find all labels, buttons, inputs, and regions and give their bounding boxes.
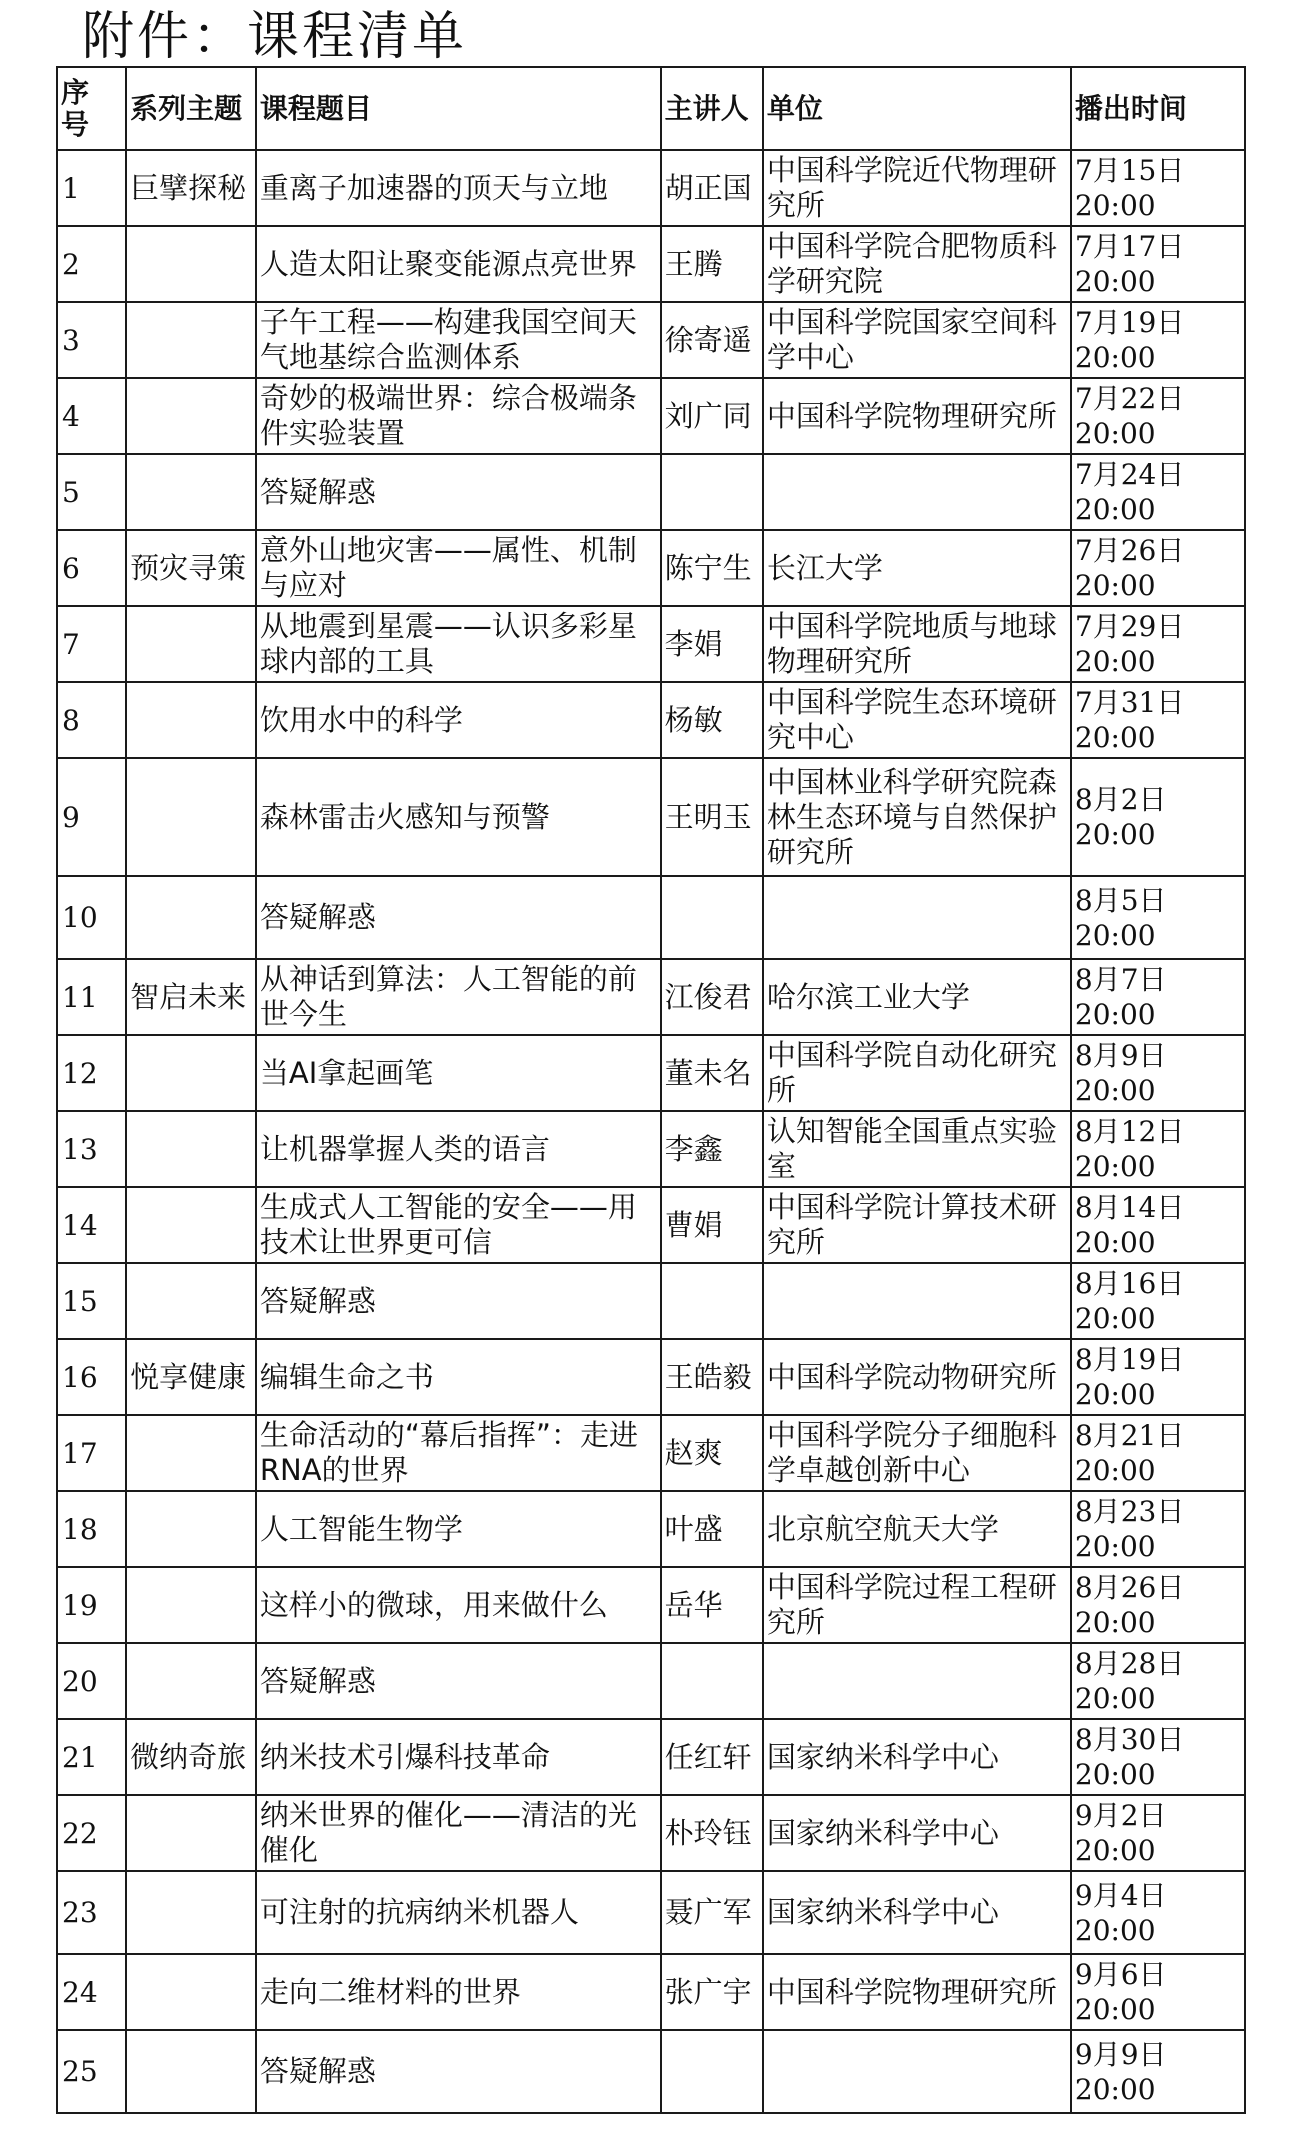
cell-series xyxy=(126,682,256,758)
cell-num: 15 xyxy=(57,1263,126,1339)
cell-time: 7月26日20:00 xyxy=(1071,530,1245,606)
cell-unit: 中国科学院过程工程研究所 xyxy=(763,1567,1071,1643)
cell-speaker: 朴玲钰 xyxy=(661,1795,763,1871)
table-row xyxy=(57,1643,1245,1719)
cell-speaker: 李娟 xyxy=(661,606,763,682)
cell-series xyxy=(126,1263,256,1339)
cell-num: 24 xyxy=(57,1954,126,2030)
cell-unit: 中国科学院计算技术研究所 xyxy=(763,1187,1071,1263)
header-course: 课程题目 xyxy=(256,67,661,150)
cell-course: 编辑生命之书 xyxy=(256,1339,661,1415)
cell-series xyxy=(126,1954,256,2030)
cell-series xyxy=(126,1491,256,1567)
table-row xyxy=(57,1263,1245,1339)
cell-course: 可注射的抗病纳米机器人 xyxy=(256,1871,661,1954)
cell-series xyxy=(126,2030,256,2113)
cell-speaker: 任红轩 xyxy=(661,1719,763,1795)
cell-time: 8月30日20:00 xyxy=(1071,1719,1245,1795)
cell-course: 生命活动的“幕后指挥”：走进RNA的世界 xyxy=(256,1415,661,1491)
cell-speaker: 王腾 xyxy=(661,226,763,302)
cell-series xyxy=(126,1035,256,1111)
cell-time: 7月29日20:00 xyxy=(1071,606,1245,682)
cell-course: 意外山地灾害——属性、机制与应对 xyxy=(256,530,661,606)
cell-course: 答疑解惑 xyxy=(256,876,661,959)
cell-course: 这样小的微球，用来做什么 xyxy=(256,1567,661,1643)
cell-num: 10 xyxy=(57,876,126,959)
cell-unit: 哈尔滨工业大学 xyxy=(763,959,1071,1035)
table-row xyxy=(57,1871,1245,1954)
cell-time: 7月17日20:00 xyxy=(1071,226,1245,302)
cell-unit xyxy=(763,2030,1071,2113)
cell-unit xyxy=(763,1643,1071,1719)
cell-time: 8月9日20:00 xyxy=(1071,1035,1245,1111)
table-row xyxy=(57,302,1245,378)
table-row xyxy=(57,1954,1245,2030)
cell-course: 答疑解惑 xyxy=(256,2030,661,2113)
cell-num: 1 xyxy=(57,150,126,226)
table-row xyxy=(57,682,1245,758)
cell-unit: 北京航空航天大学 xyxy=(763,1491,1071,1567)
cell-series xyxy=(126,1871,256,1954)
cell-course: 纳米技术引爆科技革命 xyxy=(256,1719,661,1795)
cell-course: 人工智能生物学 xyxy=(256,1491,661,1567)
cell-speaker: 张广宇 xyxy=(661,1954,763,2030)
cell-num: 17 xyxy=(57,1415,126,1491)
table-row xyxy=(57,378,1245,454)
cell-unit xyxy=(763,1263,1071,1339)
cell-series: 智启未来 xyxy=(126,959,256,1035)
cell-num: 18 xyxy=(57,1491,126,1567)
cell-series xyxy=(126,606,256,682)
table-row xyxy=(57,1111,1245,1187)
cell-unit: 中国科学院生态环境研究中心 xyxy=(763,682,1071,758)
cell-unit: 中国科学院动物研究所 xyxy=(763,1339,1071,1415)
cell-course: 让机器掌握人类的语言 xyxy=(256,1111,661,1187)
cell-course: 当AI拿起画笔 xyxy=(256,1035,661,1111)
cell-num: 20 xyxy=(57,1643,126,1719)
cell-num: 13 xyxy=(57,1111,126,1187)
cell-series xyxy=(126,378,256,454)
cell-series xyxy=(126,302,256,378)
cell-course: 人造太阳让聚变能源点亮世界 xyxy=(256,226,661,302)
cell-series: 微纳奇旅 xyxy=(126,1719,256,1795)
cell-unit: 中国科学院分子细胞科学卓越创新中心 xyxy=(763,1415,1071,1491)
table-row xyxy=(57,530,1245,606)
cell-num: 16 xyxy=(57,1339,126,1415)
cell-speaker: 聂广军 xyxy=(661,1871,763,1954)
table-row xyxy=(57,1035,1245,1111)
cell-course: 走向二维材料的世界 xyxy=(256,1954,661,2030)
cell-speaker: 江俊君 xyxy=(661,959,763,1035)
cell-speaker: 李鑫 xyxy=(661,1111,763,1187)
cell-unit: 中国林业科学研究院森林生态环境与自然保护研究所 xyxy=(763,758,1071,876)
cell-time: 8月2日20:00 xyxy=(1071,758,1245,876)
cell-time: 8月19日20:00 xyxy=(1071,1339,1245,1415)
cell-speaker: 陈宁生 xyxy=(661,530,763,606)
cell-num: 2 xyxy=(57,226,126,302)
table-row xyxy=(57,606,1245,682)
table-row xyxy=(57,758,1245,876)
cell-series xyxy=(126,758,256,876)
cell-num: 19 xyxy=(57,1567,126,1643)
cell-speaker xyxy=(661,1643,763,1719)
table-row xyxy=(57,2030,1245,2113)
cell-speaker: 叶盛 xyxy=(661,1491,763,1567)
cell-speaker: 赵爽 xyxy=(661,1415,763,1491)
cell-time: 9月9日20:00 xyxy=(1071,2030,1245,2113)
cell-course: 奇妙的极端世界：综合极端条件实验装置 xyxy=(256,378,661,454)
table-header-row xyxy=(57,67,1245,150)
header-num: 序号 xyxy=(57,67,126,150)
cell-time: 8月7日20:00 xyxy=(1071,959,1245,1035)
cell-series xyxy=(126,876,256,959)
cell-course: 生成式人工智能的安全——用技术让世界更可信 xyxy=(256,1187,661,1263)
cell-speaker: 王皓毅 xyxy=(661,1339,763,1415)
table-row xyxy=(57,1795,1245,1871)
cell-speaker: 胡正国 xyxy=(661,150,763,226)
cell-time: 8月5日20:00 xyxy=(1071,876,1245,959)
table-row xyxy=(57,959,1245,1035)
cell-course: 从神话到算法：人工智能的前世今生 xyxy=(256,959,661,1035)
cell-time: 8月28日20:00 xyxy=(1071,1643,1245,1719)
cell-unit: 认知智能全国重点实验室 xyxy=(763,1111,1071,1187)
cell-time: 7月22日20:00 xyxy=(1071,378,1245,454)
cell-series xyxy=(126,1187,256,1263)
cell-unit: 中国科学院近代物理研究所 xyxy=(763,150,1071,226)
cell-series xyxy=(126,1415,256,1491)
cell-speaker: 王明玉 xyxy=(661,758,763,876)
cell-time: 7月31日20:00 xyxy=(1071,682,1245,758)
cell-num: 8 xyxy=(57,682,126,758)
cell-time: 7月15日20:00 xyxy=(1071,150,1245,226)
cell-speaker xyxy=(661,2030,763,2113)
cell-time: 8月26日20:00 xyxy=(1071,1567,1245,1643)
cell-course: 答疑解惑 xyxy=(256,454,661,530)
cell-speaker: 刘广同 xyxy=(661,378,763,454)
page-title: 附件：课程清单 xyxy=(82,7,468,67)
cell-num: 21 xyxy=(57,1719,126,1795)
table-row xyxy=(57,876,1245,959)
table-row xyxy=(57,1491,1245,1567)
cell-num: 25 xyxy=(57,2030,126,2113)
cell-num: 22 xyxy=(57,1795,126,1871)
cell-num: 14 xyxy=(57,1187,126,1263)
cell-num: 23 xyxy=(57,1871,126,1954)
cell-time: 9月6日20:00 xyxy=(1071,1954,1245,2030)
cell-num: 3 xyxy=(57,302,126,378)
cell-course: 重离子加速器的顶天与立地 xyxy=(256,150,661,226)
cell-num: 9 xyxy=(57,758,126,876)
cell-unit: 国家纳米科学中心 xyxy=(763,1795,1071,1871)
cell-time: 8月16日20:00 xyxy=(1071,1263,1245,1339)
cell-unit: 中国科学院地质与地球物理研究所 xyxy=(763,606,1071,682)
cell-unit xyxy=(763,454,1071,530)
cell-unit: 国家纳米科学中心 xyxy=(763,1719,1071,1795)
header-speaker: 主讲人 xyxy=(661,67,763,150)
cell-time: 8月23日20:00 xyxy=(1071,1491,1245,1567)
cell-time: 7月24日20:00 xyxy=(1071,454,1245,530)
cell-course: 子午工程——构建我国空间天气地基综合监测体系 xyxy=(256,302,661,378)
cell-series xyxy=(126,1111,256,1187)
table-row xyxy=(57,1187,1245,1263)
cell-num: 7 xyxy=(57,606,126,682)
cell-speaker: 董未名 xyxy=(661,1035,763,1111)
table-row xyxy=(57,1339,1245,1415)
cell-num: 5 xyxy=(57,454,126,530)
cell-course: 森林雷击火感知与预警 xyxy=(256,758,661,876)
table-row xyxy=(57,226,1245,302)
header-time: 播出时间 xyxy=(1071,67,1245,150)
cell-unit: 国家纳米科学中心 xyxy=(763,1871,1071,1954)
cell-series xyxy=(126,1643,256,1719)
table-row xyxy=(57,1415,1245,1491)
course-rows xyxy=(57,150,1245,2113)
cell-series xyxy=(126,1567,256,1643)
cell-unit: 中国科学院物理研究所 xyxy=(763,1954,1071,2030)
cell-speaker xyxy=(661,1263,763,1339)
cell-time: 9月2日20:00 xyxy=(1071,1795,1245,1871)
cell-series: 悦享健康 xyxy=(126,1339,256,1415)
cell-unit: 中国科学院国家空间科学中心 xyxy=(763,302,1071,378)
cell-num: 6 xyxy=(57,530,126,606)
cell-num: 4 xyxy=(57,378,126,454)
cell-series: 巨擘探秘 xyxy=(126,150,256,226)
cell-time: 8月12日20:00 xyxy=(1071,1111,1245,1187)
cell-unit: 中国科学院合肥物质科学研究院 xyxy=(763,226,1071,302)
cell-num: 11 xyxy=(57,959,126,1035)
cell-speaker xyxy=(661,876,763,959)
header-series: 系列主题 xyxy=(126,67,256,150)
cell-unit: 长江大学 xyxy=(763,530,1071,606)
cell-course: 纳米世界的催化——清洁的光催化 xyxy=(256,1795,661,1871)
cell-speaker xyxy=(661,454,763,530)
table-row xyxy=(57,454,1245,530)
header-unit: 单位 xyxy=(763,67,1071,150)
cell-series: 预灾寻策 xyxy=(126,530,256,606)
cell-unit xyxy=(763,876,1071,959)
cell-time: 8月14日20:00 xyxy=(1071,1187,1245,1263)
cell-course: 答疑解惑 xyxy=(256,1263,661,1339)
cell-course: 答疑解惑 xyxy=(256,1643,661,1719)
cell-time: 8月21日20:00 xyxy=(1071,1415,1245,1491)
cell-course: 饮用水中的科学 xyxy=(256,682,661,758)
cell-series xyxy=(126,454,256,530)
cell-speaker: 徐寄遥 xyxy=(661,302,763,378)
cell-time: 7月19日20:00 xyxy=(1071,302,1245,378)
cell-time: 9月4日20:00 xyxy=(1071,1871,1245,1954)
cell-series xyxy=(126,226,256,302)
table-row xyxy=(57,150,1245,226)
course-list-table xyxy=(56,66,1246,2114)
table-row xyxy=(57,1719,1245,1795)
cell-course: 从地震到星震——认识多彩星球内部的工具 xyxy=(256,606,661,682)
cell-speaker: 岳华 xyxy=(661,1567,763,1643)
cell-num: 12 xyxy=(57,1035,126,1111)
cell-unit: 中国科学院物理研究所 xyxy=(763,378,1071,454)
cell-speaker: 曹娟 xyxy=(661,1187,763,1263)
cell-series xyxy=(126,1795,256,1871)
table-row xyxy=(57,1567,1245,1643)
cell-speaker: 杨敏 xyxy=(661,682,763,758)
cell-unit: 中国科学院自动化研究所 xyxy=(763,1035,1071,1111)
